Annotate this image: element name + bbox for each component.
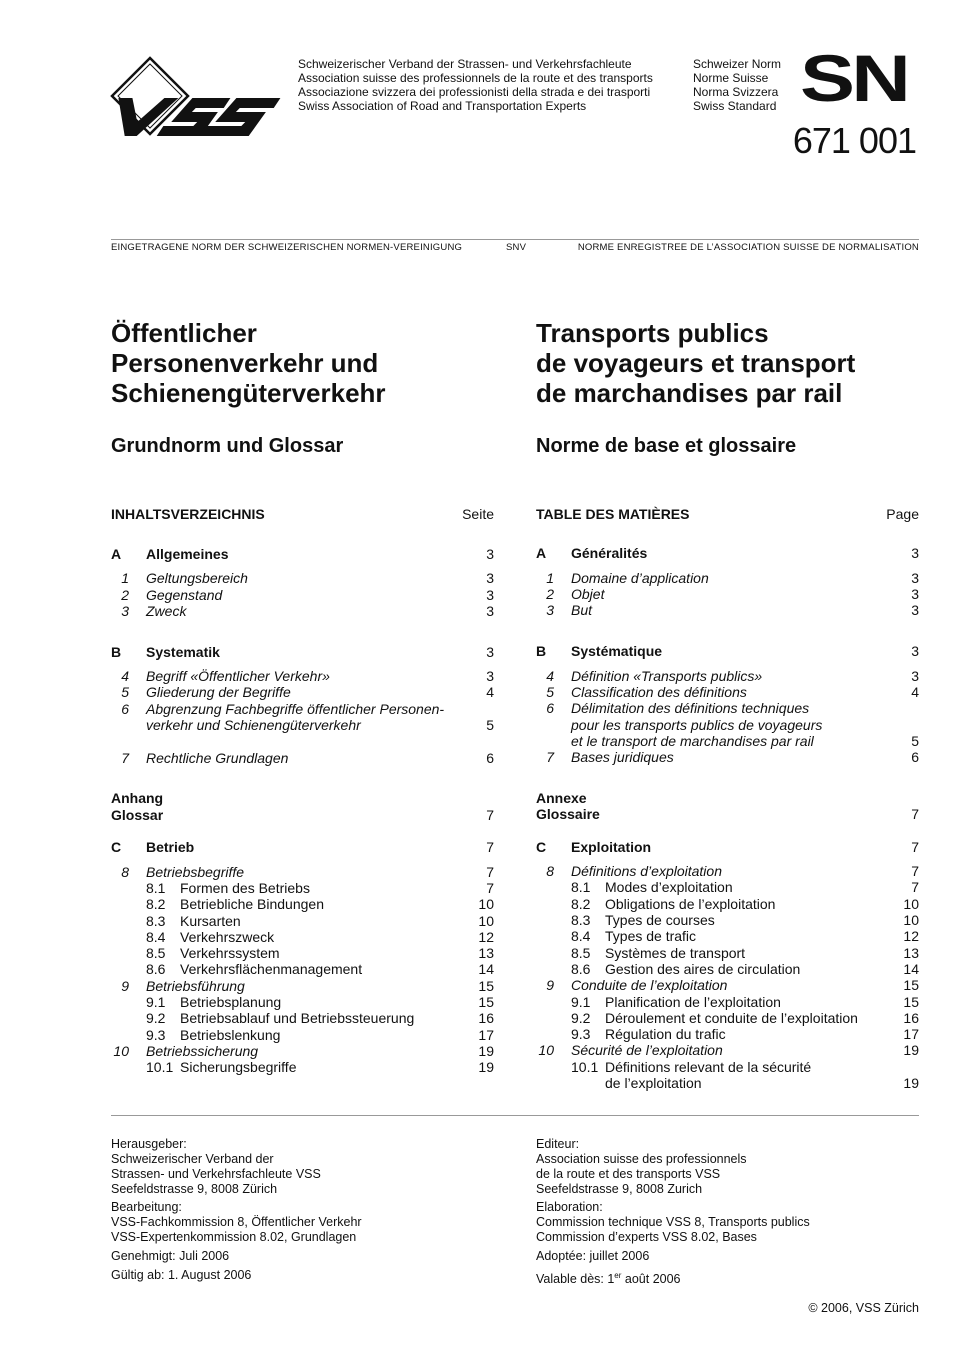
toc-page: 7 [486, 880, 494, 896]
toc-number: 9 [546, 977, 554, 993]
toc-title: Verkehrszweck [180, 929, 275, 945]
toc-number: 2 [121, 587, 129, 603]
footer-line: Editeur: [536, 1137, 580, 1151]
toc-title: Betriebsführung [146, 978, 245, 994]
toc-page: 3 [486, 570, 494, 586]
toc-page: 3 [911, 643, 919, 659]
toc-number: 3 [546, 602, 554, 618]
toc-page: 3 [911, 586, 919, 602]
toc-row [0, 570, 970, 587]
toc-page: 12 [903, 928, 919, 944]
footer-line: Adoptée: juillet 2006 [536, 1249, 650, 1263]
toc-title: Anhang [111, 790, 164, 806]
norm-number: 671 001 [792, 120, 916, 161]
toc-title: Types de trafic [605, 928, 697, 944]
toc-title: Gestion des aires de circulation [605, 961, 801, 977]
toc-title: Types de courses [605, 912, 715, 928]
toc-title: Betriebsablauf und Betriebssteuerung [180, 1010, 415, 1026]
footer-line: Schweizerischer Verband der [111, 1152, 274, 1166]
toc-page: 4 [486, 684, 494, 700]
footer-line: Commission d’experts VSS 8.02, Bases [536, 1230, 757, 1244]
toc-number: 9.1 [146, 994, 166, 1010]
toc-page: 14 [478, 961, 494, 977]
footer-block [111, 1200, 362, 1245]
toc-heading-de: INHALTSVERZEICHNIS [111, 506, 265, 522]
valid-suffix: août 2006 [621, 1272, 681, 1287]
toc-page: 10 [478, 896, 494, 912]
toc-row [0, 928, 970, 945]
toc-page: 19 [478, 1059, 494, 1075]
toc-number: 5 [546, 684, 554, 700]
footer-line: Herausgeber: [111, 1137, 187, 1151]
toc-page: 3 [911, 545, 919, 561]
toc-title: Geltungsbereich [146, 570, 248, 586]
toc-page: 14 [903, 961, 919, 977]
toc-row [0, 1059, 970, 1076]
toc-title: Régulation du trafic [605, 1026, 726, 1042]
toc-title: Gliederung der Begriffe [146, 684, 291, 700]
toc-number: 1 [121, 570, 129, 586]
toc-page: 16 [478, 1010, 494, 1026]
toc-row [0, 994, 970, 1011]
toc-page: 10 [903, 896, 919, 912]
toc-number: 5 [121, 684, 129, 700]
toc-title: Bases juridiques [571, 749, 674, 765]
title-line: Personenverkehr und [111, 348, 379, 378]
valid-from-fr [536, 1268, 681, 1287]
toc-title: But [571, 602, 593, 618]
toc-page: 19 [903, 1042, 919, 1058]
registration-right: NORME ENREGISTREE DE L’ASSOCIATION SUISSE DE NORMALISATION [577, 242, 919, 253]
org-line: Swiss Association of Road and Transportation Experts [298, 99, 587, 113]
toc-number: C [111, 839, 122, 855]
toc-number: 8.5 [571, 945, 591, 961]
toc-page: 3 [486, 587, 494, 603]
toc-row [0, 717, 970, 734]
toc-page: 16 [903, 1010, 919, 1026]
toc-page: 3 [486, 546, 494, 562]
toc-number: 6 [121, 701, 129, 717]
subtitle-fr: Norme de base et glossaire [536, 435, 797, 457]
toc-title: Allgemeines [146, 546, 229, 562]
toc-row [0, 1042, 970, 1059]
copyright: © 2006, VSS Zürich [808, 1301, 919, 1315]
toc-title: de l’exploitation [605, 1075, 702, 1091]
norm-type-line: Norme Suisse [693, 71, 769, 85]
toc-number: A [536, 545, 547, 561]
footer-line: Seefeldstrasse 9, 8008 Zurich [536, 1182, 703, 1196]
footer-line: Association suisse des professionnels [536, 1152, 747, 1166]
toc-number: B [111, 644, 122, 660]
toc-page: 7 [911, 806, 919, 822]
footer-line: VSS-Fachkommission 8, Öffentlicher Verkehr [111, 1215, 362, 1229]
toc-title: Glossaire [536, 806, 600, 822]
toc-number: 4 [121, 668, 129, 684]
toc-page: 4 [911, 684, 919, 700]
toc-page: 19 [478, 1043, 494, 1059]
footer-line: Commission technique VSS 8, Transports publics [536, 1215, 810, 1229]
footer-block [536, 1200, 810, 1245]
toc-title: Annexe [536, 790, 587, 806]
title-line: de marchandises par rail [536, 378, 843, 408]
toc-number: B [536, 643, 547, 659]
toc-title: Systématique [571, 643, 663, 659]
org-line: Schweizerischer Verband der Strassen- und Verkehrsfachleute [298, 57, 632, 71]
toc-row [0, 733, 970, 750]
toc-title: Domaine d’application [571, 570, 709, 586]
toc-title: Betriebsbegriffe [146, 864, 245, 880]
toc-row [0, 684, 970, 701]
toc-row [0, 977, 970, 994]
toc-title: Kursarten [180, 913, 241, 929]
title-line: de voyageurs et transport [536, 348, 856, 378]
toc-title: Formen des Betriebs [180, 880, 310, 896]
toc-number: 1 [546, 570, 554, 586]
toc-row [0, 700, 970, 717]
footer-line: Gültig ab: 1. August 2006 [111, 1268, 252, 1282]
footer-block [536, 1137, 747, 1197]
toc-title: Betriebslenkung [180, 1027, 281, 1043]
toc-heading-fr: TABLE DES MATIÈRES [536, 506, 690, 522]
toc-row [0, 668, 970, 685]
toc-page: 6 [911, 749, 919, 765]
org-line: Association suisse des professionnels de la route et des transports [298, 71, 653, 85]
toc-number: 9.3 [571, 1026, 591, 1042]
toc-title: Définitions relevant de la sécurité [605, 1059, 812, 1075]
norm-type-line: Swiss Standard [693, 99, 777, 113]
toc-page: 19 [903, 1075, 919, 1091]
toc-page: 12 [478, 929, 494, 945]
toc-number: 3 [121, 603, 129, 619]
toc-title: Gegenstand [146, 587, 223, 603]
title-line: Schienengüterverkehr [111, 378, 386, 408]
toc-title: verkehr und Schienengüterverkehr [146, 717, 361, 733]
toc-title: Planification de l’exploitation [605, 994, 781, 1010]
toc-number: 8.5 [146, 945, 166, 961]
toc-page-label-de: Seite [462, 506, 494, 522]
toc-title: Rechtliche Grundlagen [146, 750, 289, 766]
toc-title: Modes d’exploitation [605, 879, 733, 895]
toc-page: 15 [478, 978, 494, 994]
toc-title: Systèmes de transport [605, 945, 746, 961]
toc-number: 10 [538, 1042, 554, 1058]
toc-page: 7 [486, 839, 494, 855]
registration-center: SNV [506, 242, 527, 253]
toc-row [0, 1075, 970, 1092]
org-line: Associazione svizzera dei professionisti della strada e dei trasporti [298, 85, 651, 99]
toc-number: 8.3 [571, 912, 591, 928]
toc-page: 15 [478, 994, 494, 1010]
footer-block [111, 1249, 229, 1264]
toc-number: 9.2 [146, 1010, 166, 1026]
toc-row [0, 545, 970, 562]
toc-number: 8.6 [146, 961, 166, 977]
registration-left: EINGETRAGENE NORM DER SCHWEIZERISCHEN NORMEN-VEREINIGUNG [111, 242, 463, 253]
toc-number: 8 [121, 864, 129, 880]
toc-row [0, 806, 970, 823]
toc-page: 5 [911, 733, 919, 749]
organization-names [298, 57, 653, 113]
toc-row [0, 912, 970, 929]
toc-number: 6 [546, 700, 554, 716]
footer-block [536, 1249, 649, 1264]
toc-title: Systematik [146, 644, 220, 660]
toc-page: 10 [903, 912, 919, 928]
toc-title: Betriebliche Bindungen [180, 896, 324, 912]
toc-page: 17 [903, 1026, 919, 1042]
footer-line: Strassen- und Verkehrsfachleute VSS [111, 1167, 321, 1181]
toc-page: 7 [486, 864, 494, 880]
toc-number: 8.4 [146, 929, 166, 945]
toc-page: 3 [911, 602, 919, 618]
sn-mark: SN [800, 41, 908, 115]
toc-page: 3 [911, 570, 919, 586]
valid-superscript: er [614, 1271, 622, 1280]
toc-page: 15 [903, 977, 919, 993]
toc-title: Obligations de l’exploitation [605, 896, 776, 912]
footer-line: Elaboration: [536, 1200, 603, 1214]
toc-page: 3 [486, 668, 494, 684]
toc-number: 10 [113, 1043, 129, 1059]
norm-type-names [693, 57, 781, 113]
toc-title: Verkehrsflächenmanagement [180, 961, 363, 977]
toc-number: 9.2 [571, 1010, 591, 1026]
toc-page: 7 [486, 807, 494, 823]
toc-title: pour les transports publics de voyageurs [571, 717, 823, 733]
toc-number: 8.4 [571, 928, 591, 944]
toc-row [0, 839, 970, 856]
toc-title: Zweck [146, 603, 187, 619]
toc-page: 3 [486, 644, 494, 660]
toc-row [0, 586, 970, 603]
toc-title: Généralités [571, 545, 648, 561]
toc-page: 15 [903, 994, 919, 1010]
title-de [111, 318, 386, 408]
toc-number: 10.1 [146, 1059, 174, 1075]
footer-block [111, 1268, 251, 1283]
toc-row [0, 790, 970, 807]
toc-number: 2 [546, 586, 554, 602]
toc-number: A [111, 546, 122, 562]
toc-row [0, 1026, 970, 1043]
toc-title: Déroulement et conduite de l’exploitation [605, 1010, 858, 1026]
footer-line: Seefeldstrasse 9, 8008 Zürich [111, 1182, 278, 1196]
toc-page: 13 [903, 945, 919, 961]
toc-number: 8 [546, 863, 554, 879]
vss-logo [110, 56, 290, 138]
toc-number: 7 [546, 749, 554, 765]
toc-page: 5 [486, 717, 494, 733]
toc-title: Begriff «Öffentlicher Verkehr» [146, 668, 330, 684]
toc-title: Classification des définitions [571, 684, 747, 700]
toc-title: Glossar [111, 807, 164, 823]
norm-type-line: Schweizer Norm [693, 57, 782, 71]
toc-row [0, 643, 970, 660]
toc-number: 8.3 [146, 913, 166, 929]
toc-title: Abgrenzung Fachbegriffe öffentlicher Personen- [146, 701, 445, 717]
toc-title: et le transport de marchandises par rail [571, 733, 814, 749]
toc-number: 10.1 [571, 1059, 599, 1075]
footer-line: VSS-Expertenkommission 8.02, Grundlagen [111, 1230, 357, 1244]
toc-page: 3 [911, 668, 919, 684]
toc-row [0, 1010, 970, 1027]
toc-title: Exploitation [571, 839, 652, 855]
toc-page: 3 [486, 603, 494, 619]
toc-row [0, 945, 970, 962]
toc-page: 17 [478, 1027, 494, 1043]
toc-page: 10 [478, 913, 494, 929]
toc-title: Sécurité de l’exploitation [571, 1042, 723, 1058]
toc-number: 9 [121, 978, 129, 994]
footer-line: Bearbeitung: [111, 1200, 182, 1214]
subtitle-de: Grundnorm und Glossar [111, 435, 344, 457]
toc-number: 7 [121, 750, 129, 766]
title-line: Transports publics [536, 318, 769, 348]
toc-title: Sicherungsbegriffe [180, 1059, 297, 1075]
toc-row [0, 602, 970, 619]
footer-line: Genehmigt: Juli 2006 [111, 1249, 230, 1263]
toc-number: 8.1 [571, 879, 591, 895]
toc-page: 7 [911, 839, 919, 855]
toc-row [0, 863, 970, 880]
toc-row [0, 879, 970, 896]
toc-title: Verkehrssystem [180, 945, 280, 961]
footer-block [111, 1137, 321, 1197]
norm-type-line: Norma Svizzera [693, 85, 779, 99]
toc-number: C [536, 839, 547, 855]
toc-title: Betrieb [146, 839, 195, 855]
toc-title: Définitions d’exploitation [571, 863, 722, 879]
footer-line: de la route et des transports VSS [536, 1167, 721, 1181]
toc-title: Betriebsplanung [180, 994, 282, 1010]
toc-number: 4 [546, 668, 554, 684]
toc-title: Définition «Transports publics» [571, 668, 763, 684]
title-line: Öffentlicher [111, 318, 257, 348]
toc-row [0, 961, 970, 978]
valid-prefix: Valable dès: 1 [536, 1272, 615, 1287]
toc-title: Conduite de l’exploitation [571, 977, 728, 993]
toc-number: 8.6 [571, 961, 591, 977]
toc-page: 7 [911, 863, 919, 879]
toc-number: 8.1 [146, 880, 166, 896]
toc-page: 13 [478, 945, 494, 961]
toc-number: 8.2 [146, 896, 166, 912]
toc-row [0, 749, 970, 766]
toc-row [0, 896, 970, 913]
toc-number: 9.3 [146, 1027, 166, 1043]
title-fr [536, 318, 855, 408]
toc-page-label-fr: Page [886, 506, 919, 522]
toc-title: Betriebssicherung [146, 1043, 259, 1059]
toc-title: Objet [571, 586, 605, 602]
toc-page: 6 [486, 750, 494, 766]
toc-number: 8.2 [571, 896, 591, 912]
toc-page: 7 [911, 879, 919, 895]
toc-title: Délimitation des définitions techniques [571, 700, 810, 716]
toc-number: 9.1 [571, 994, 591, 1010]
